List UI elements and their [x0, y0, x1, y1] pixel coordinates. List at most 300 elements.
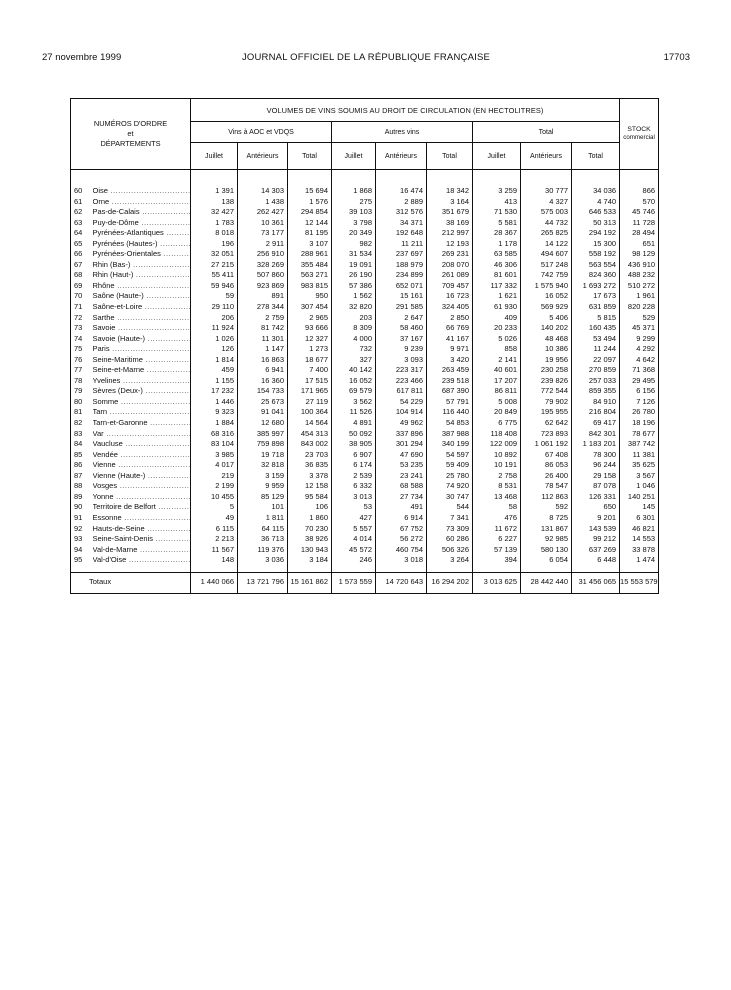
cell-total-total: 270 859 — [572, 365, 620, 376]
cell-aoc-anterieurs: 64 115 — [238, 524, 288, 535]
cell-autres-juillet: 275 — [332, 197, 376, 208]
cell-total-anterieurs: 592 — [521, 502, 572, 513]
cell-aoc-juillet: 138 — [191, 197, 238, 208]
cell-total-anterieurs: 239 826 — [521, 376, 572, 387]
cell-aoc-total: 15 694 — [288, 186, 332, 197]
cell-total-total: 859 355 — [572, 386, 620, 397]
cell-aoc-anterieurs: 16 863 — [238, 355, 288, 366]
cell-aoc-juillet: 3 985 — [191, 450, 238, 461]
table-row — [71, 218, 659, 229]
cell-autres-juillet: 327 — [332, 355, 376, 366]
total-total-juillet: 3 013 625 — [473, 572, 521, 593]
cell-total-juillet: 11 672 — [473, 524, 521, 535]
cell-total-juillet: 117 332 — [473, 281, 521, 292]
cell-autres-juillet: 50 092 — [332, 429, 376, 440]
cell-total-total: 96 244 — [572, 460, 620, 471]
cell-autres-anterieurs: 223 317 — [376, 365, 427, 376]
dept-name: Tarn ..... — [93, 407, 191, 418]
dept-name: Tarn-et-Garonne ..... — [93, 418, 191, 429]
table-row — [71, 355, 659, 366]
dept-number: 88 — [71, 481, 91, 492]
cell-autres-total: 57 791 — [427, 397, 473, 408]
table-row — [71, 502, 659, 513]
dept-number: 84 — [71, 439, 91, 450]
cell-autres-total: 7 341 — [427, 513, 473, 524]
total-total-total: 31 456 065 — [572, 572, 620, 593]
cell-autres-juillet: 31 534 — [332, 249, 376, 260]
dept-number: 83 — [71, 429, 91, 440]
dept-name-cell — [91, 228, 191, 239]
dept-name: Yvelines ..... — [93, 376, 191, 387]
cell-autres-anterieurs: 47 690 — [376, 450, 427, 461]
spacer-cell — [473, 170, 521, 187]
cell-total-total: 842 301 — [572, 429, 620, 440]
cell-aoc-juillet: 59 — [191, 291, 238, 302]
cell-aoc-anterieurs: 85 129 — [238, 492, 288, 503]
cell-autres-anterieurs: 23 241 — [376, 471, 427, 482]
table-row — [71, 555, 659, 566]
cell-total-anterieurs: 742 759 — [521, 270, 572, 281]
table-row — [71, 439, 659, 450]
cell-total-anterieurs: 265 825 — [521, 228, 572, 239]
dept-number: 77 — [71, 365, 91, 376]
cell-autres-juillet: 39 103 — [332, 207, 376, 218]
spacer-cell — [91, 170, 191, 187]
cell-total-juillet: 13 468 — [473, 492, 521, 503]
cell-aoc-total: 12 158 — [288, 481, 332, 492]
dept-name: Pas-de-Calais ..... — [93, 207, 191, 218]
cell-autres-anterieurs: 223 466 — [376, 376, 427, 387]
cell-autres-total: 3 164 — [427, 197, 473, 208]
dept-number: 74 — [71, 334, 91, 345]
cell-autres-juillet: 732 — [332, 344, 376, 355]
cell-autres-total: 269 231 — [427, 249, 473, 260]
cell-total-total: 143 539 — [572, 524, 620, 535]
cell-aoc-total: 27 119 — [288, 397, 332, 408]
dept-number: 90 — [71, 502, 91, 513]
cell-autres-anterieurs: 37 167 — [376, 334, 427, 345]
cell-autres-anterieurs: 16 474 — [376, 186, 427, 197]
cell-total-juillet: 118 408 — [473, 429, 521, 440]
cell-stock-commercial: 18 196 — [620, 418, 659, 429]
cell-aoc-anterieurs: 16 360 — [238, 376, 288, 387]
cell-total-anterieurs: 86 053 — [521, 460, 572, 471]
group-autres-vins: Autres vins — [332, 122, 473, 143]
cell-total-juillet: 394 — [473, 555, 521, 566]
cell-aoc-anterieurs: 19 718 — [238, 450, 288, 461]
cell-total-anterieurs: 112 863 — [521, 492, 572, 503]
dept-number: 95 — [71, 555, 91, 566]
cell-autres-anterieurs: 68 588 — [376, 481, 427, 492]
cell-total-anterieurs: 140 202 — [521, 323, 572, 334]
dept-name: Somme ..... — [93, 397, 191, 408]
dept-name: Sèvres (Deux-) ..... — [93, 386, 191, 397]
sub-header-anterieurs: Antérieurs — [238, 143, 288, 170]
cell-autres-total: 54 597 — [427, 450, 473, 461]
cell-total-anterieurs: 14 122 — [521, 239, 572, 250]
cell-autres-juillet: 57 386 — [332, 281, 376, 292]
cell-aoc-total: 171 965 — [288, 386, 332, 397]
cell-autres-juillet: 3 562 — [332, 397, 376, 408]
cell-stock-commercial: 436 910 — [620, 260, 659, 271]
stock-column-header — [620, 99, 659, 170]
cell-autres-anterieurs: 291 585 — [376, 302, 427, 313]
cell-aoc-anterieurs: 11 301 — [238, 334, 288, 345]
dept-name-cell — [91, 386, 191, 397]
cell-autres-juillet: 38 905 — [332, 439, 376, 450]
cell-total-total: 637 269 — [572, 545, 620, 556]
cell-autres-total: 18 342 — [427, 186, 473, 197]
cell-stock-commercial: 570 — [620, 197, 659, 208]
cell-total-anterieurs: 517 248 — [521, 260, 572, 271]
cell-stock-commercial: 4 292 — [620, 344, 659, 355]
dept-name: Rhin (Haut-) ..... — [93, 270, 191, 281]
cell-autres-juillet: 4 014 — [332, 534, 376, 545]
dept-name: Vienne (Haute-) ..... — [93, 471, 191, 482]
cell-aoc-anterieurs: 1 811 — [238, 513, 288, 524]
cell-autres-anterieurs: 337 896 — [376, 429, 427, 440]
dept-number: 75 — [71, 344, 91, 355]
cell-aoc-total: 3 378 — [288, 471, 332, 482]
cell-stock-commercial: 1 474 — [620, 555, 659, 566]
page-header — [42, 52, 690, 66]
cell-aoc-total: 130 943 — [288, 545, 332, 556]
cell-autres-anterieurs: 15 161 — [376, 291, 427, 302]
cell-aoc-juillet: 219 — [191, 471, 238, 482]
cell-autres-total: 239 518 — [427, 376, 473, 387]
cell-total-juillet: 40 601 — [473, 365, 521, 376]
table-row — [71, 228, 659, 239]
cell-aoc-juillet: 49 — [191, 513, 238, 524]
cell-aoc-juillet: 83 104 — [191, 439, 238, 450]
dept-number: 71 — [71, 302, 91, 313]
table-row — [71, 197, 659, 208]
dept-number: 93 — [71, 534, 91, 545]
sub-header-total: Total — [427, 143, 473, 170]
cell-aoc-anterieurs: 10 361 — [238, 218, 288, 229]
sub-header-juillet: Juillet — [332, 143, 376, 170]
cell-total-juillet: 71 530 — [473, 207, 521, 218]
dept-name: Val-d'Oise ..... — [93, 555, 191, 566]
table-row — [71, 186, 659, 197]
cell-aoc-total: 36 835 — [288, 460, 332, 471]
dept-number: 72 — [71, 313, 91, 324]
dept-name-cell — [91, 524, 191, 535]
cell-autres-juillet: 6 907 — [332, 450, 376, 461]
cell-aoc-anterieurs: 2 911 — [238, 239, 288, 250]
cell-total-total: 126 331 — [572, 492, 620, 503]
cell-autres-anterieurs: 2 647 — [376, 313, 427, 324]
cell-total-anterieurs: 62 642 — [521, 418, 572, 429]
cell-stock-commercial: 28 494 — [620, 228, 659, 239]
sub-header-juillet: Juillet — [191, 143, 238, 170]
cell-total-juillet: 5 581 — [473, 218, 521, 229]
cell-total-total: 69 417 — [572, 418, 620, 429]
total-autres-anterieurs: 14 720 643 — [376, 572, 427, 593]
dept-number: 67 — [71, 260, 91, 271]
table-row — [71, 407, 659, 418]
dept-name-cell — [91, 365, 191, 376]
cell-autres-juillet: 32 820 — [332, 302, 376, 313]
cell-autres-juillet: 45 572 — [332, 545, 376, 556]
dept-name-cell — [91, 439, 191, 450]
cell-total-anterieurs: 1 061 192 — [521, 439, 572, 450]
cell-total-total: 29 158 — [572, 471, 620, 482]
cell-autres-total: 263 459 — [427, 365, 473, 376]
cell-aoc-juillet: 1 391 — [191, 186, 238, 197]
table-row — [71, 260, 659, 271]
cell-aoc-anterieurs: 262 427 — [238, 207, 288, 218]
cell-aoc-juillet: 2 199 — [191, 481, 238, 492]
cell-autres-anterieurs: 3 093 — [376, 355, 427, 366]
cell-stock-commercial: 145 — [620, 502, 659, 513]
header-date: 27 novembre 1999 — [42, 52, 122, 63]
cell-autres-juillet: 4 000 — [332, 334, 376, 345]
cell-autres-anterieurs: 617 811 — [376, 386, 427, 397]
table-row — [71, 418, 659, 429]
cell-total-juillet: 5 026 — [473, 334, 521, 345]
cell-total-total: 257 033 — [572, 376, 620, 387]
dept-name-cell — [91, 239, 191, 250]
cell-autres-anterieurs: 49 962 — [376, 418, 427, 429]
cell-total-anterieurs: 575 003 — [521, 207, 572, 218]
total-autres-total: 16 294 202 — [427, 572, 473, 593]
dept-name: Puy-de-Dôme ..... — [93, 218, 191, 229]
cell-total-anterieurs: 1 575 940 — [521, 281, 572, 292]
cell-stock-commercial: 651 — [620, 239, 659, 250]
cell-total-juillet: 63 585 — [473, 249, 521, 260]
cell-autres-anterieurs: 491 — [376, 502, 427, 513]
table-row — [71, 239, 659, 250]
table-row — [71, 249, 659, 260]
dept-name: Essonne ..... — [93, 513, 191, 524]
cell-total-juillet: 81 601 — [473, 270, 521, 281]
dept-name: Savoie (Haute-) ..... — [93, 334, 191, 345]
cell-stock-commercial: 45 371 — [620, 323, 659, 334]
cell-autres-total: 54 853 — [427, 418, 473, 429]
cell-total-anterieurs: 195 955 — [521, 407, 572, 418]
table-row — [71, 545, 659, 556]
cell-autres-anterieurs: 54 229 — [376, 397, 427, 408]
cell-aoc-total: 93 666 — [288, 323, 332, 334]
totals-row — [71, 572, 659, 593]
dept-number: 61 — [71, 197, 91, 208]
cell-stock-commercial: 6 156 — [620, 386, 659, 397]
cell-autres-total: 212 997 — [427, 228, 473, 239]
table-row — [71, 450, 659, 461]
cell-total-total: 4 740 — [572, 197, 620, 208]
dept-number: 80 — [71, 397, 91, 408]
table-header — [71, 99, 659, 170]
cell-aoc-juillet: 9 323 — [191, 407, 238, 418]
dept-name: Pyrénées (Hautes-) ..... — [93, 239, 191, 250]
cell-aoc-juillet: 1 026 — [191, 334, 238, 345]
cell-autres-anterieurs: 6 914 — [376, 513, 427, 524]
spacer-cell — [191, 170, 238, 187]
dept-number: 86 — [71, 460, 91, 471]
cell-autres-total: 9 971 — [427, 344, 473, 355]
dept-name-cell — [91, 249, 191, 260]
cell-autres-total: 73 309 — [427, 524, 473, 535]
table-row — [71, 524, 659, 535]
cell-stock-commercial: 14 553 — [620, 534, 659, 545]
cell-total-anterieurs: 67 408 — [521, 450, 572, 461]
dept-name-cell — [91, 186, 191, 197]
cell-aoc-total: 17 515 — [288, 376, 332, 387]
cell-autres-juillet: 19 091 — [332, 260, 376, 271]
dept-name-cell — [91, 545, 191, 556]
cell-aoc-total: 12 327 — [288, 334, 332, 345]
cell-aoc-anterieurs: 278 344 — [238, 302, 288, 313]
cell-total-total: 558 192 — [572, 249, 620, 260]
cell-total-anterieurs: 569 929 — [521, 302, 572, 313]
cell-total-juillet: 20 233 — [473, 323, 521, 334]
cell-stock-commercial: 1 046 — [620, 481, 659, 492]
cell-aoc-anterieurs: 3 159 — [238, 471, 288, 482]
cell-aoc-juillet: 1 446 — [191, 397, 238, 408]
cell-total-total: 216 804 — [572, 407, 620, 418]
cell-aoc-anterieurs: 25 673 — [238, 397, 288, 408]
cell-total-anterieurs: 48 468 — [521, 334, 572, 345]
cell-autres-juillet: 246 — [332, 555, 376, 566]
table-row — [71, 376, 659, 387]
dept-number: 82 — [71, 418, 91, 429]
dept-name-cell — [91, 492, 191, 503]
cell-stock-commercial: 820 228 — [620, 302, 659, 313]
cell-total-total: 824 360 — [572, 270, 620, 281]
cell-autres-juillet: 40 142 — [332, 365, 376, 376]
table-row — [71, 334, 659, 345]
cell-autres-juillet: 20 349 — [332, 228, 376, 239]
cell-autres-total: 687 390 — [427, 386, 473, 397]
table-row — [71, 207, 659, 218]
cell-aoc-total: 7 400 — [288, 365, 332, 376]
dept-header-line-2: et — [127, 129, 134, 138]
cell-autres-anterieurs: 67 752 — [376, 524, 427, 535]
dept-name: Orne ..... — [93, 197, 191, 208]
cell-aoc-total: 3 184 — [288, 555, 332, 566]
cell-stock-commercial: 6 301 — [620, 513, 659, 524]
dept-number: 68 — [71, 270, 91, 281]
cell-autres-anterieurs: 460 754 — [376, 545, 427, 556]
cell-aoc-total: 70 230 — [288, 524, 332, 535]
cell-stock-commercial: 35 625 — [620, 460, 659, 471]
table-row — [71, 471, 659, 482]
cell-stock-commercial: 9 299 — [620, 334, 659, 345]
cell-autres-juillet: 6 332 — [332, 481, 376, 492]
sub-header-total: Total — [572, 143, 620, 170]
cell-aoc-total: 1 860 — [288, 513, 332, 524]
header-title: JOURNAL OFFICIEL DE LA RÉPUBLIQUE FRANÇAISE — [241, 52, 491, 63]
dept-name-cell — [91, 534, 191, 545]
dept-name-cell — [91, 260, 191, 271]
cell-total-total: 1 693 272 — [572, 281, 620, 292]
cell-aoc-total: 1 576 — [288, 197, 332, 208]
cell-stock-commercial: 46 821 — [620, 524, 659, 535]
cell-aoc-anterieurs: 507 860 — [238, 270, 288, 281]
volumes-title: VOLUMES DE VINS SOUMIS AU DROIT DE CIRCULATION (EN HECTOLITRES) — [191, 99, 620, 122]
cell-total-total: 563 554 — [572, 260, 620, 271]
cell-total-anterieurs: 131 867 — [521, 524, 572, 535]
dept-name: Seine-Maritime ..... — [93, 355, 191, 366]
cell-aoc-total: 950 — [288, 291, 332, 302]
dept-name: Vaucluse ..... — [93, 439, 191, 450]
dept-name-cell — [91, 281, 191, 292]
cell-aoc-anterieurs: 91 041 — [238, 407, 288, 418]
stock-header-line-1: STOCK — [627, 125, 651, 133]
dept-number: 79 — [71, 386, 91, 397]
cell-total-anterieurs: 580 130 — [521, 545, 572, 556]
cell-aoc-anterieurs: 12 680 — [238, 418, 288, 429]
cell-aoc-anterieurs: 32 818 — [238, 460, 288, 471]
dept-name: Saône-et-Loire ..... — [93, 302, 191, 313]
cell-total-total: 22 097 — [572, 355, 620, 366]
cell-aoc-total: 14 564 — [288, 418, 332, 429]
cell-aoc-anterieurs: 923 869 — [238, 281, 288, 292]
cell-aoc-anterieurs: 256 910 — [238, 249, 288, 260]
cell-aoc-anterieurs: 101 — [238, 502, 288, 513]
dept-name-cell — [91, 344, 191, 355]
dept-name-cell — [91, 471, 191, 482]
cell-stock-commercial: 529 — [620, 313, 659, 324]
dept-name: Saône (Haute-) ..... — [93, 291, 191, 302]
dept-name: Sarthe ..... — [93, 313, 191, 324]
cell-aoc-juillet: 32 051 — [191, 249, 238, 260]
cell-autres-total: 66 769 — [427, 323, 473, 334]
dept-name-cell — [91, 313, 191, 324]
dept-number: 69 — [71, 281, 91, 292]
dept-header-line-3: DÉPARTEMENTS — [100, 139, 161, 148]
dept-name-cell — [91, 302, 191, 313]
cell-total-total: 17 673 — [572, 291, 620, 302]
cell-aoc-juillet: 459 — [191, 365, 238, 376]
dept-number: 70 — [71, 291, 91, 302]
cell-stock-commercial: 33 878 — [620, 545, 659, 556]
cell-aoc-anterieurs: 1 438 — [238, 197, 288, 208]
cell-aoc-total: 355 484 — [288, 260, 332, 271]
spacer-cell — [238, 170, 288, 187]
table-row — [71, 291, 659, 302]
dept-number: 78 — [71, 376, 91, 387]
dept-name: Vendée ..... — [93, 450, 191, 461]
cell-stock-commercial: 11 728 — [620, 218, 659, 229]
dept-number: 87 — [71, 471, 91, 482]
table-row — [71, 323, 659, 334]
spacer-cell — [332, 170, 376, 187]
cell-aoc-total: 100 364 — [288, 407, 332, 418]
cell-stock-commercial: 71 368 — [620, 365, 659, 376]
dept-name: Val-de-Marne ..... — [93, 545, 191, 556]
cell-total-juillet: 61 930 — [473, 302, 521, 313]
cell-stock-commercial: 78 677 — [620, 429, 659, 440]
total-autres-juillet: 1 573 559 — [332, 572, 376, 593]
cell-total-juillet: 1 621 — [473, 291, 521, 302]
dept-name: Paris ..... — [93, 344, 191, 355]
cell-autres-anterieurs: 301 294 — [376, 439, 427, 450]
table-row — [71, 270, 659, 281]
cell-autres-anterieurs: 104 914 — [376, 407, 427, 418]
cell-autres-total: 116 440 — [427, 407, 473, 418]
dept-name-cell — [91, 291, 191, 302]
total-stock-commercial: 15 553 579 — [620, 572, 659, 593]
dept-number: 91 — [71, 513, 91, 524]
cell-total-anterieurs: 772 544 — [521, 386, 572, 397]
dept-name: Var ..... — [93, 429, 191, 440]
cell-total-juillet: 413 — [473, 197, 521, 208]
cell-aoc-total: 983 815 — [288, 281, 332, 292]
cell-total-total: 646 533 — [572, 207, 620, 218]
cell-total-juillet: 3 259 — [473, 186, 521, 197]
